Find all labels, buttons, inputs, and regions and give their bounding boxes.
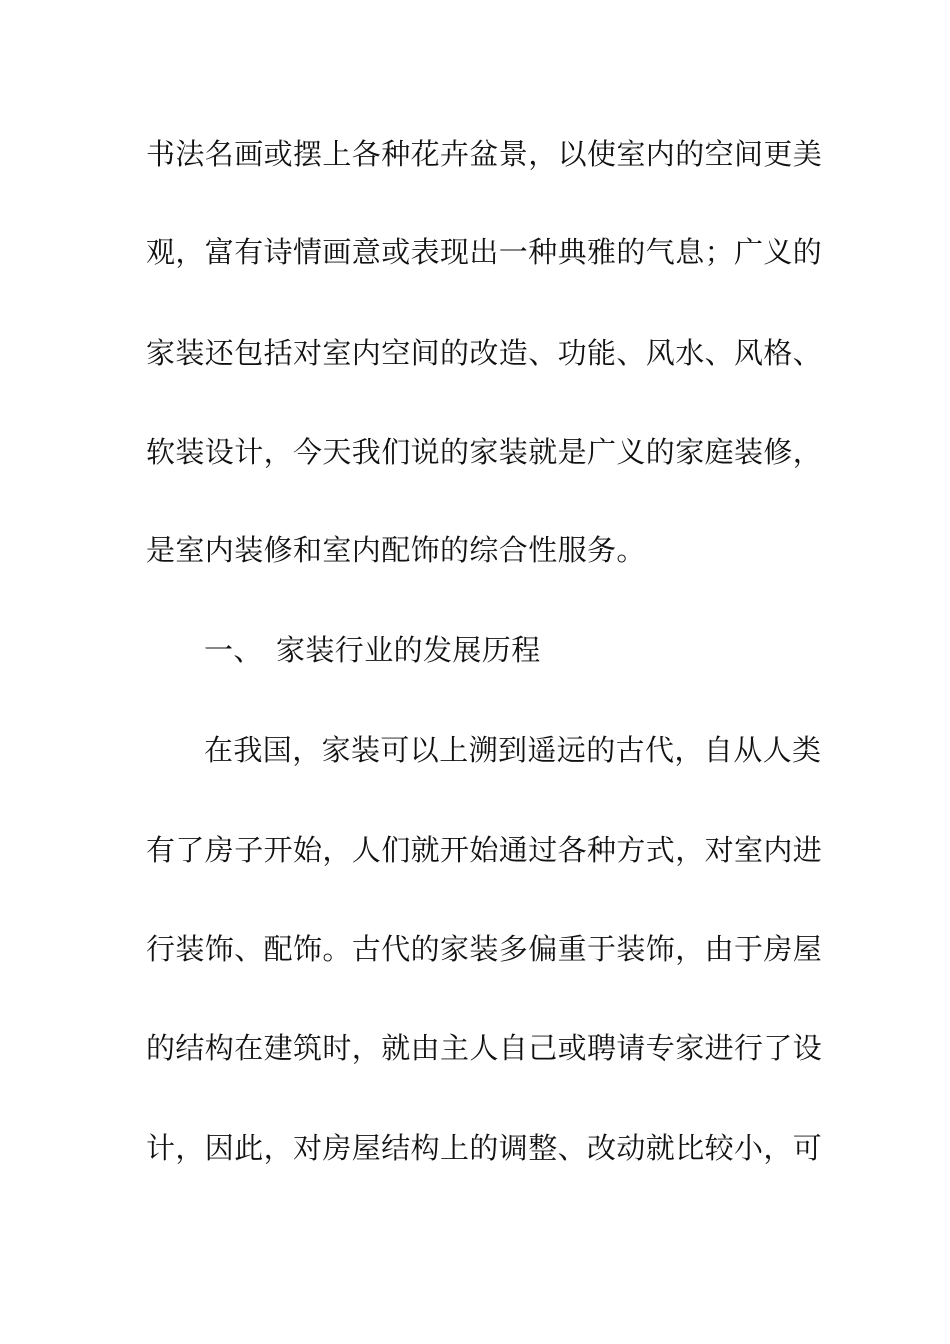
body-text-line: 观，富有诗情画意或表现出一种典雅的气息；广义的: [146, 235, 823, 269]
body-text-line: 的结构在建筑时，就由主人自己或聘请专家进行了设: [146, 1031, 823, 1065]
section-heading-title: 家装行业的发展历程: [276, 633, 541, 667]
body-text-line: 在我国，家装可以上溯到遥远的古代，自从人类: [204, 733, 822, 767]
body-text-line: 行装饰、配饰。古代的家装多偏重于装饰，由于房屋: [146, 932, 823, 966]
section-heading: [146, 630, 806, 670]
section-heading-number: 一、: [204, 633, 263, 667]
body-text-line: 书法名画或摆上各种花卉盆景，以使室内的空间更美: [146, 137, 823, 171]
body-text-line: 计，因此，对房屋结构上的调整、改动就比较小，可: [146, 1131, 823, 1165]
body-text-line: 软装设计，今天我们说的家装就是广义的家庭装修，: [146, 435, 823, 469]
body-text-line: 是室内装修和室内配饰的综合性服务。: [146, 533, 646, 567]
body-text-line: 有了房子开始，人们就开始通过各种方式，对室内进: [146, 833, 823, 867]
body-text-line: 家装还包括对室内空间的改造、功能、风水、风格、: [146, 336, 823, 370]
